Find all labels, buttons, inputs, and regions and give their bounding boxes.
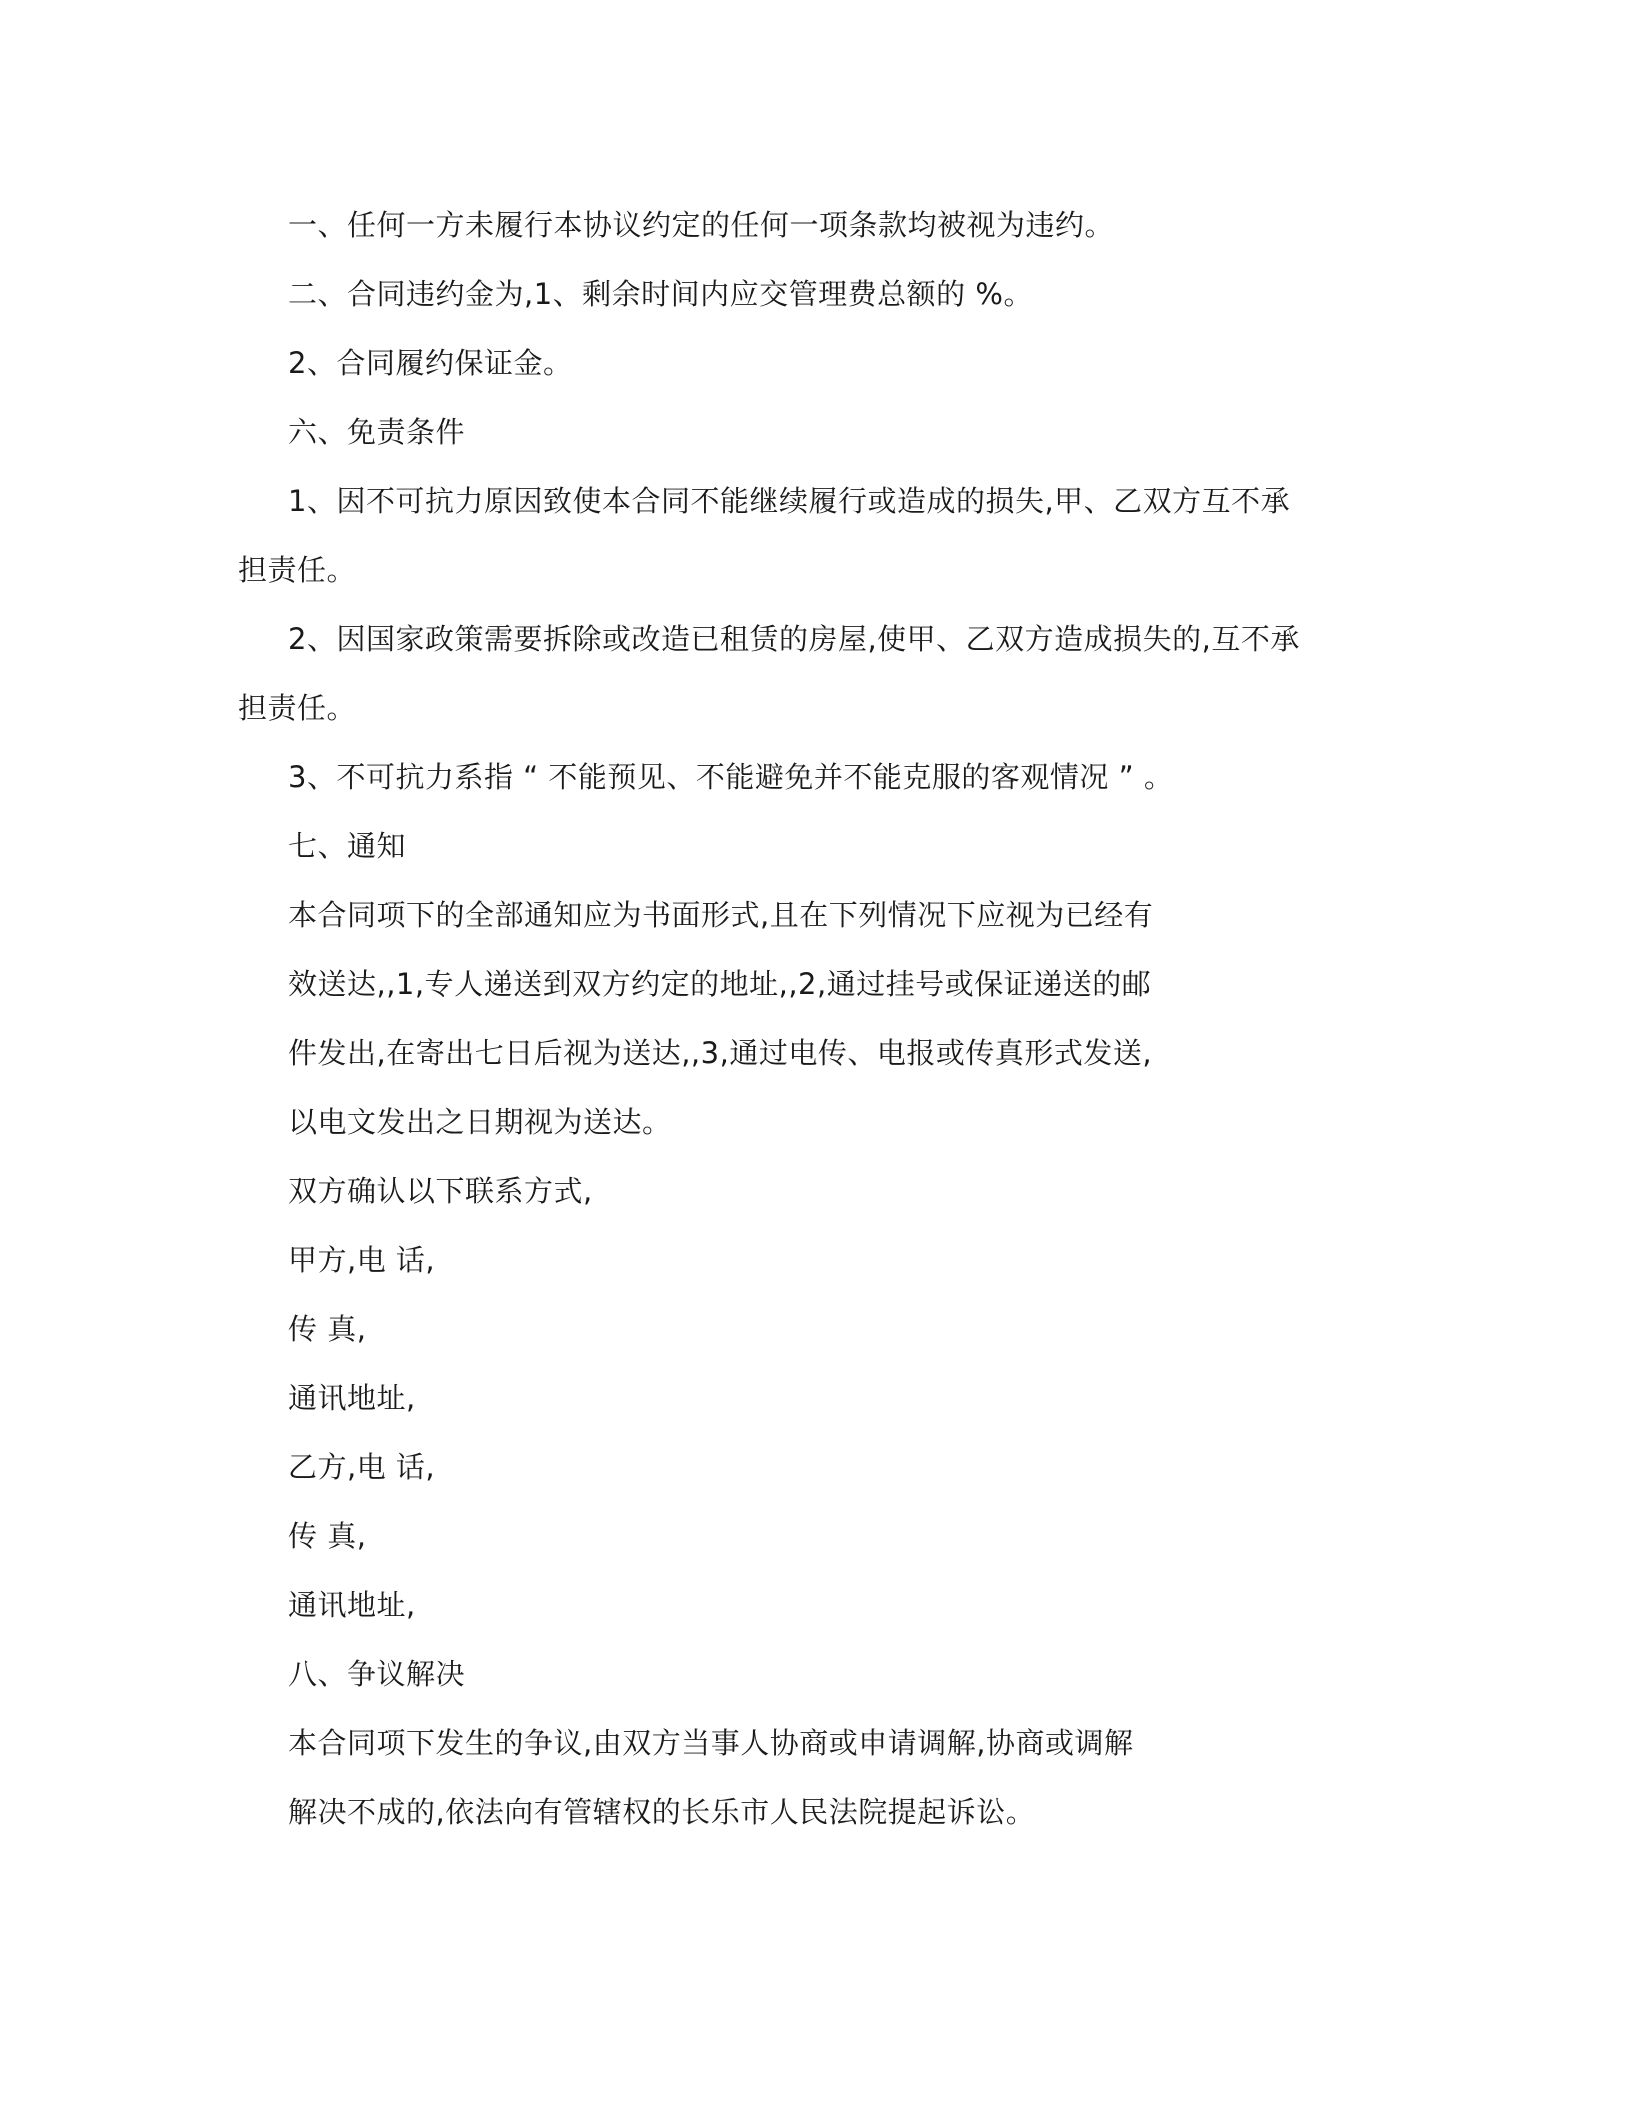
text-line-1: 一、任何一方未履行本协议约定的任何一项条款均被视为违约。 (288, 208, 1115, 242)
contact-party-b-address: 通讯地址, (288, 1588, 416, 1622)
text-line-9: 3、不可抗力系指 “ 不能预见、不能避免并不能克服的客观情况 ” 。 (288, 760, 1174, 794)
section-heading-7: 七、通知 (288, 829, 407, 863)
text-line-24: 解决不成的,依法向有管辖权的长乐市人民法院提起诉讼。 (288, 1795, 1036, 1829)
text-line-8: 担责任。 (238, 691, 357, 725)
text-line-3: 2、合同履约保证金。 (288, 346, 573, 380)
text-line-2: 二、合同违约金为,1、剩余时间内应交管理费总额的 %。 (288, 277, 1033, 311)
section-heading-8: 八、争议解决 (288, 1657, 466, 1691)
text-line-13: 件发出,在寄出七日后视为送达,,3,通过电传、电报或传真形式发送, (288, 1036, 1153, 1070)
contact-party-a-phone: 甲方,电 话, (288, 1243, 436, 1277)
text-line-15: 双方确认以下联系方式, (288, 1174, 593, 1208)
text-line-14: 以电文发出之日期视为送达。 (288, 1105, 672, 1139)
contact-party-b-phone: 乙方,电 话, (288, 1450, 436, 1484)
text-line-23: 本合同项下发生的争议,由双方当事人协商或申请调解,协商或调解 (288, 1726, 1134, 1760)
text-line-5: 1、因不可抗力原因致使本合同不能继续履行或造成的损失,甲、乙双方互不承 (288, 484, 1291, 518)
contact-party-b-fax: 传 真, (288, 1519, 367, 1553)
text-line-6: 担责任。 (238, 553, 357, 587)
text-line-12: 效送达,,1,专人递送到双方约定的地址,,2,通过挂号或保证递送的邮 (288, 967, 1152, 1001)
contact-party-a-address: 通讯地址, (288, 1381, 416, 1415)
text-line-7: 2、因国家政策需要拆除或改造已租赁的房屋,使甲、乙双方造成损失的,互不承 (288, 622, 1300, 656)
text-line-11: 本合同项下的全部通知应为书面形式,且在下列情况下应视为已经有 (288, 898, 1154, 932)
section-heading-6: 六、免责条件 (288, 415, 466, 449)
contact-party-a-fax: 传 真, (288, 1312, 367, 1346)
